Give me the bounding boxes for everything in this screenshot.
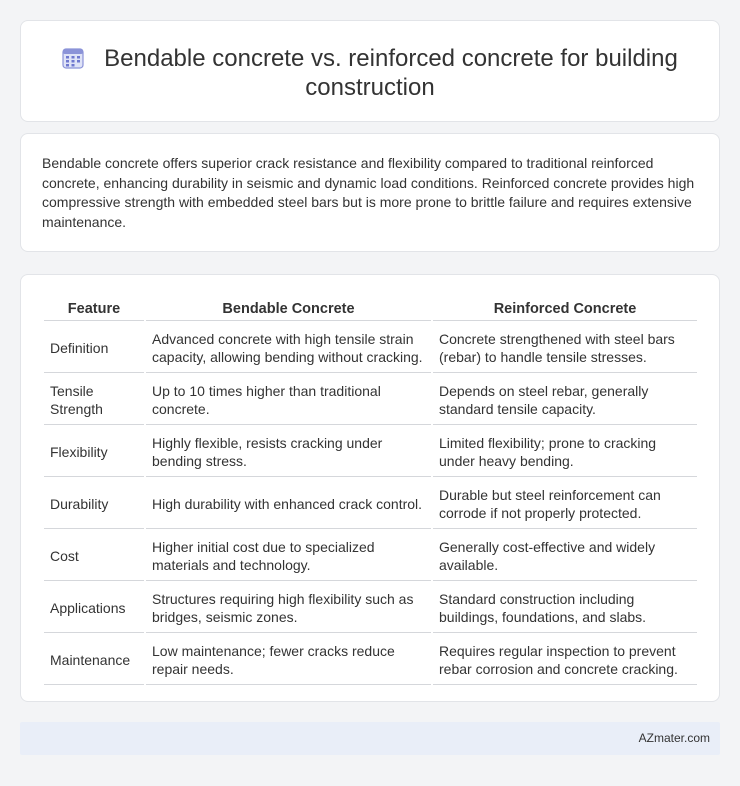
reinforced-cell: Generally cost-effective and widely available. xyxy=(433,531,697,581)
reinforced-cell: Depends on steel rebar, generally standard tensile capacity. xyxy=(433,375,697,425)
header-reinforced: Reinforced Concrete xyxy=(433,299,697,321)
calendar-icon xyxy=(62,47,84,69)
bendable-cell: Highly flexible, resists cracking under bending stress. xyxy=(146,427,431,477)
reinforced-cell: Requires regular inspection to prevent rebar corrosion and concrete cracking. xyxy=(433,635,697,685)
header-bendable: Bendable Concrete xyxy=(146,299,431,321)
feature-cell: Maintenance xyxy=(44,635,144,685)
footer-bar xyxy=(20,722,720,755)
summary-text: Bendable concrete offers superior crack resistance and flexibility compared to traditional reinforced concrete, enhancing durability in seismic and dynamic load conditions. Reinforced concrete provides high compressive strength with embedded steel bars but is more prone to brittle failure and requires extensive maintenance. xyxy=(42,155,695,230)
feature-cell: Applications xyxy=(44,583,144,633)
title-text: Bendable concrete vs. reinforced concrete for building construction xyxy=(104,45,678,101)
feature-cell: Definition xyxy=(44,323,144,373)
feature-cell: Flexibility xyxy=(44,427,144,477)
table-row xyxy=(44,323,697,373)
page-title xyxy=(21,44,719,102)
table-row xyxy=(44,583,697,633)
feature-cell: Tensile Strength xyxy=(44,375,144,425)
table-row xyxy=(44,375,697,425)
table-row xyxy=(44,635,697,685)
header-feature: Feature xyxy=(44,299,144,321)
reinforced-cell: Concrete strengthened with steel bars (rebar) to handle tensile stresses. xyxy=(433,323,697,373)
bendable-cell: Low maintenance; fewer cracks reduce repair needs. xyxy=(146,635,431,685)
table-header-row xyxy=(44,299,697,321)
bendable-cell: Structures requiring high flexibility such as bridges, seismic zones. xyxy=(146,583,431,633)
bendable-cell: High durability with enhanced crack control. xyxy=(146,479,431,529)
reinforced-cell: Durable but steel reinforcement can corrode if not properly protected. xyxy=(433,479,697,529)
footer-site-link[interactable]: AZmater.com xyxy=(638,731,710,745)
bendable-cell: Advanced concrete with high tensile strain capacity, allowing bending without cracking. xyxy=(146,323,431,373)
summary-card xyxy=(20,133,720,252)
feature-cell: Durability xyxy=(44,479,144,529)
table-row xyxy=(44,531,697,581)
bendable-cell: Higher initial cost due to specialized materials and technology. xyxy=(146,531,431,581)
title-card xyxy=(20,20,720,122)
feature-cell: Cost xyxy=(44,531,144,581)
bendable-cell: Up to 10 times higher than traditional concrete. xyxy=(146,375,431,425)
reinforced-cell: Limited flexibility; prone to cracking under heavy bending. xyxy=(433,427,697,477)
comparison-table xyxy=(42,297,699,687)
reinforced-cell: Standard construction including buildings, foundations, and slabs. xyxy=(433,583,697,633)
comparison-table-card xyxy=(20,274,720,702)
table-row xyxy=(44,427,697,477)
table-row xyxy=(44,479,697,529)
